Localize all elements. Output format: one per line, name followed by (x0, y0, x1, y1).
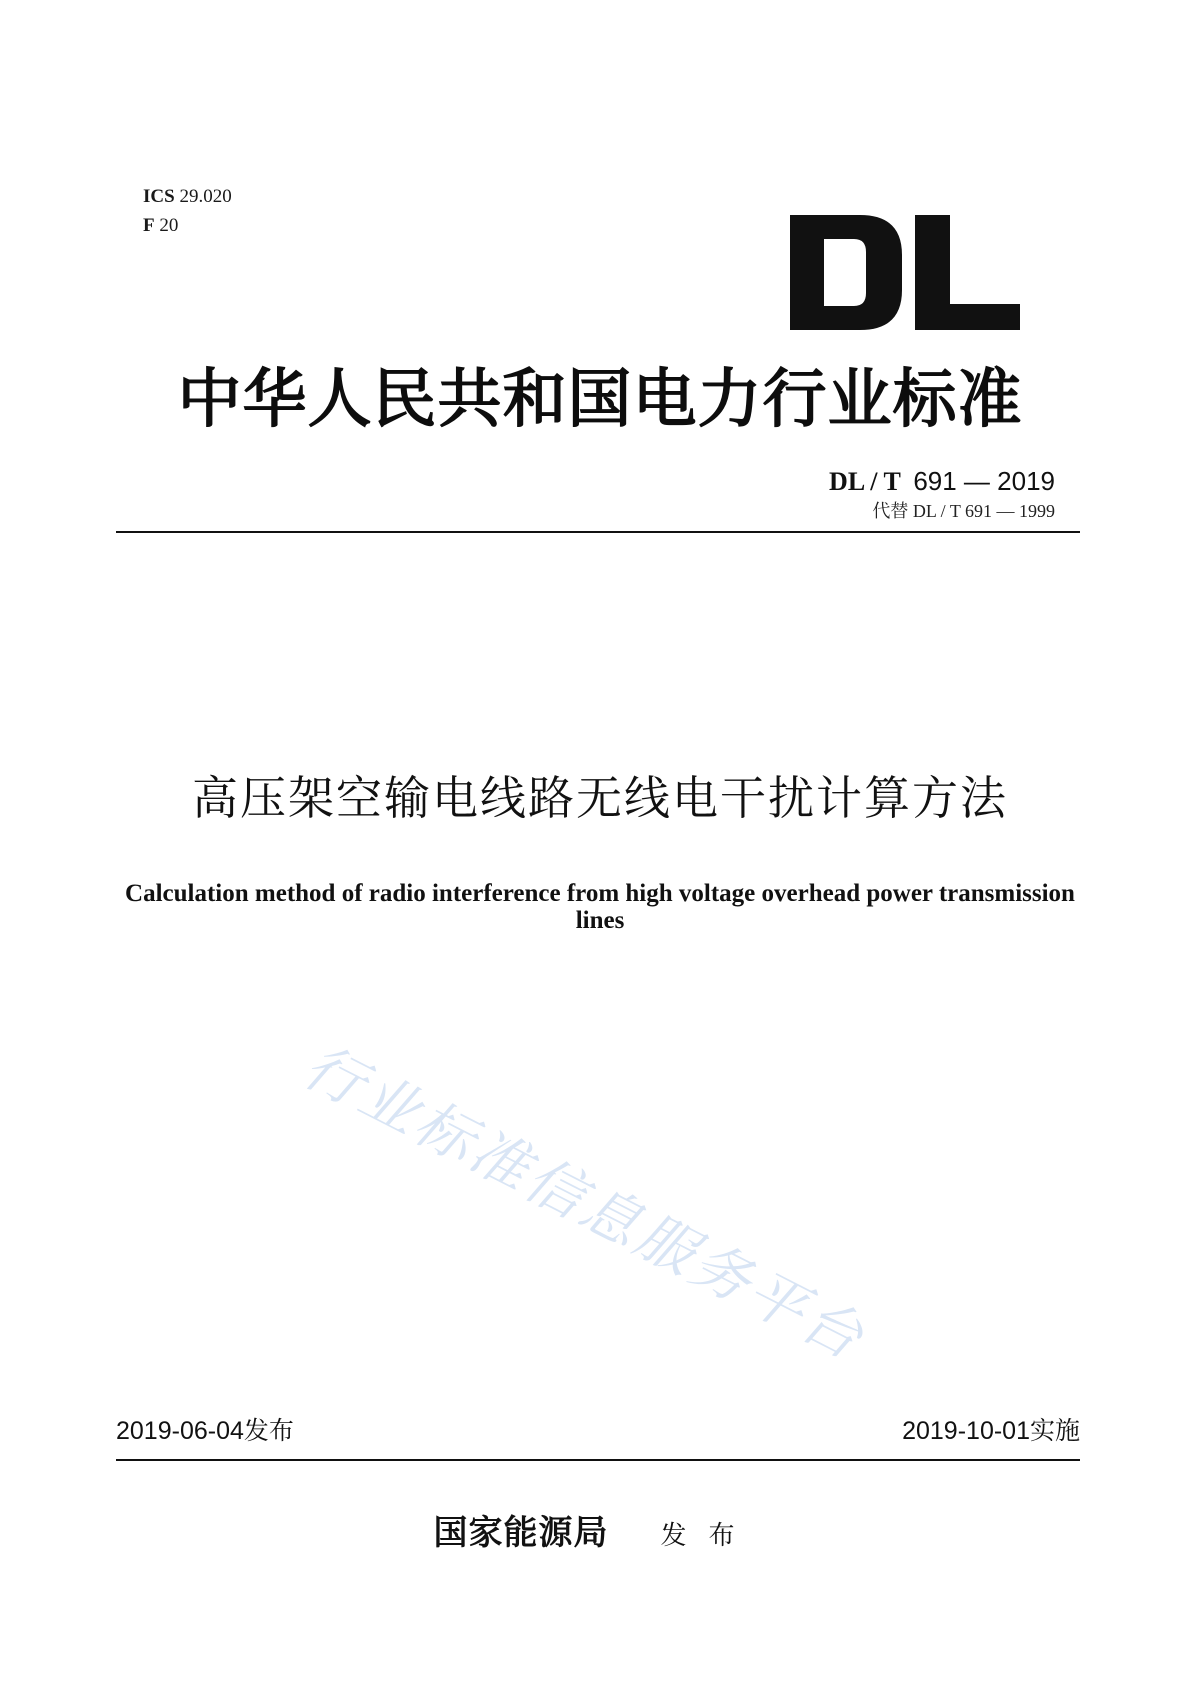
standard-prefix: DL / T (829, 467, 901, 496)
publisher (0, 1505, 1190, 1554)
implement-date-value: 2019-10-01 (902, 1417, 1030, 1445)
watermark-text: 行业标准信息服务平台 (293, 1031, 877, 1374)
implement-label: 实施 (1029, 1416, 1080, 1445)
bottom-divider (116, 1459, 1080, 1461)
issue-date-value: 2019-06-04 (116, 1417, 244, 1445)
ics-value: 29.020 (179, 186, 232, 207)
dl-logo (790, 215, 1020, 330)
top-divider (116, 531, 1080, 533)
document-title-en: Calculation method of radio interference from high voltage overhead power transmission lines (125, 880, 1075, 934)
ccs-value: 20 (159, 215, 179, 236)
document-title-cn: 高压架空输电线路无线电干扰计算方法 (192, 771, 1008, 825)
standard-title: 中华人民共和国电力行业标准 (177, 362, 1023, 437)
issue-label: 发布 (243, 1416, 294, 1445)
publisher-name: 国家能源局 (433, 1513, 609, 1553)
publisher-action: 发布 (660, 1521, 757, 1551)
ics-code (143, 186, 232, 208)
ccs-label: F (143, 215, 155, 236)
ics-label: ICS (143, 186, 175, 207)
issue-date (116, 1416, 294, 1446)
watermark (293, 1000, 1020, 1380)
standard-code: 691 — 2019 (913, 466, 1055, 496)
standard-number (829, 466, 1055, 497)
replaces-note: 代替 DL / T 691 — 1999 (872, 501, 1055, 521)
implement-date (902, 1416, 1080, 1446)
ccs-code (143, 215, 178, 237)
